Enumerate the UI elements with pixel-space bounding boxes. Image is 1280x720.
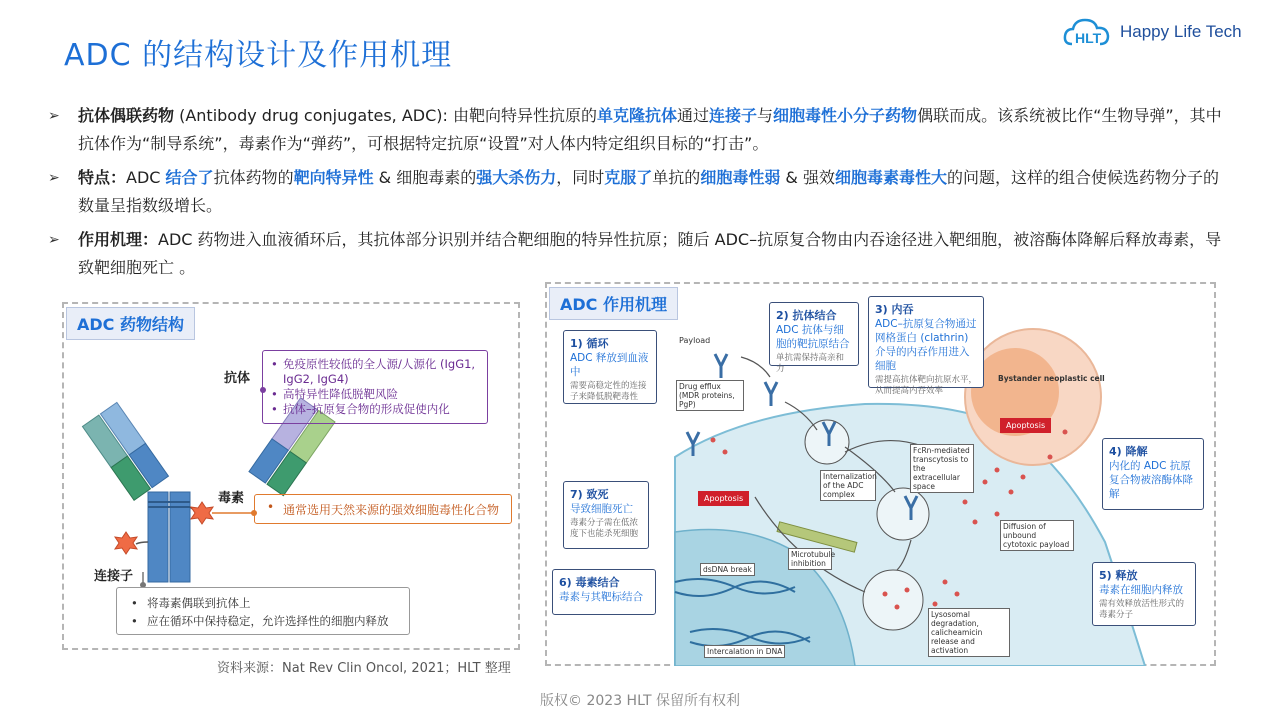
step-title: 5) 释放 — [1099, 569, 1138, 582]
step-note: 需要高稳定性的连接子来降低脱靶毒性 — [570, 381, 647, 402]
text-run: 的问题，这样的组合使候选药物分子的数量呈指数级增长。 — [78, 168, 1220, 215]
company-logo — [1062, 16, 1242, 48]
step-note: 单抗需保持高亲和力 — [776, 353, 845, 374]
step-degradation — [1102, 438, 1204, 510]
highlight: 结合了 — [165, 168, 214, 187]
text-run: 偶联而成。该系统被比作“生物导弹”，其中抗体作为“制导系统”，毒素作为“弹药”，可根据特定抗原“设置”对人体内特定组织目标的“打击”。 — [78, 106, 1222, 153]
endosome — [805, 420, 849, 464]
highlight: 强大杀伤力 — [476, 168, 557, 187]
cloud-logo-icon — [1062, 16, 1112, 48]
step-title: 7) 致死 — [570, 488, 609, 501]
step-note: 需有效释放活性形式的毒素分子 — [1099, 599, 1185, 620]
antibody-point: • 免疫原性较低的全人源/人源化 (IgG1, IgG2, IgG4) — [283, 357, 479, 387]
logo-text: Happy Life Tech — [1120, 22, 1242, 41]
arrow-icon: ➢ — [48, 232, 60, 248]
text-run: 抗体药物的 — [213, 168, 294, 187]
linker-point: • 应在循环中保持稳定，允许选择性的细胞内释放 — [147, 612, 399, 630]
text-run: ADC — [126, 168, 166, 187]
fcrn-label: FcRn-mediated transcytosis to the extracellular space — [910, 444, 974, 493]
internalization-label: Internalization of the ADC complex — [820, 470, 876, 501]
step-binding — [769, 302, 859, 374]
text-run: ，同时 — [556, 168, 605, 187]
highlight: 细胞毒性弱 — [700, 168, 781, 187]
bullet-head: 抗体偶联药物 — [78, 106, 175, 125]
step-release — [1092, 562, 1196, 626]
text-run: 与 — [757, 106, 774, 125]
bullet-list — [48, 102, 1233, 288]
linker-label: 连接子 — [94, 569, 134, 584]
toxin-label: 毒素 — [218, 491, 245, 506]
step-title: 2) 抗体结合 — [776, 309, 837, 322]
lysosomal-label: Lysosomal degradation, calicheamicin release and activation — [928, 608, 1010, 657]
step-desc: 内化的 ADC 抗原复合物被溶酶体降解 — [1109, 460, 1193, 500]
step-title: 6) 毒素结合 — [559, 576, 620, 589]
step-desc: 导致细胞死亡 — [570, 503, 633, 515]
step-note: 需提高抗体靶向抗原水平，从而提高内吞效率 — [875, 375, 978, 396]
dsdna-label: dsDNA break — [700, 563, 755, 576]
step-note: 毒素分子需在低浓度下也能杀死细胞 — [570, 518, 639, 539]
endosome — [877, 488, 929, 540]
toxin-star-icon — [191, 502, 213, 524]
highlight: 细胞毒性小分子药物 — [773, 106, 918, 125]
text-run: & 强效 — [780, 168, 835, 187]
diffusion-label: Diffusion of unbound cytotoxic payload — [1000, 520, 1074, 551]
bullet-head: 作用机理： — [78, 230, 159, 249]
step-death — [563, 481, 649, 549]
drug-efflux-label: Drug efflux (MDR proteins, PgP) — [676, 380, 744, 411]
step-title: 4) 降解 — [1109, 445, 1148, 458]
intercalation-label: Intercalation in DNA — [704, 645, 785, 658]
antibody-callout — [262, 350, 488, 424]
toxin-callout: • 通常选用天然来源的强效细胞毒性化合物 — [254, 494, 512, 524]
bullet-features — [48, 164, 1233, 220]
step-desc: 毒素在细胞内释放 — [1099, 584, 1183, 596]
source-note: 资料来源：Nat Rev Clin Oncol, 2021；HLT 整理 — [217, 661, 511, 676]
toxin-star-icon — [115, 532, 137, 554]
antibody-point: • 抗体–抗原复合物的形成促使内化 — [283, 402, 479, 417]
text-run: 通过 — [677, 106, 710, 125]
highlight: 克服了 — [604, 168, 653, 187]
highlight: 单克隆抗体 — [596, 106, 677, 125]
apoptosis-badge-target: Apoptosis — [698, 491, 749, 506]
step-title: 3) 内吞 — [875, 303, 914, 316]
highlight: 细胞毒素毒性大 — [834, 168, 947, 187]
step-circulation — [563, 330, 657, 404]
text-run: & 细胞毒素的 — [373, 168, 477, 187]
antibody-point: • 高特异性降低脱靶风险 — [283, 387, 479, 402]
step-desc: ADC 抗体与细胞的靶抗原结合 — [776, 324, 850, 350]
step-desc: ADC–抗原复合物通过网格蛋白 (clathrin) 介导的内吞作用进入细胞 — [875, 318, 977, 372]
copyright-footer: 版权© 2023 HLT 保留所有权利 — [540, 693, 740, 709]
antibody-label: 抗体 — [224, 371, 251, 386]
bystander-label: Bystander neoplastic cell — [998, 374, 1105, 383]
linker-callout — [116, 587, 410, 635]
arrow-icon: ➢ — [48, 108, 60, 124]
mechanism-tag: ADC 作用机理 — [549, 287, 678, 320]
linker-point: • 将毒素偶联到抗体上 — [147, 594, 399, 612]
structure-tag: ADC 药物结构 — [66, 307, 195, 340]
text-run: (Antibody drug conjugates, ADC): 由靶向特异性抗原的 — [174, 106, 597, 125]
bullet-head: 特点： — [78, 168, 127, 187]
lysosome — [863, 570, 923, 630]
step-toxin-binding — [552, 569, 656, 615]
step-title: 1) 循环 — [570, 337, 609, 350]
step-desc: ADC 释放到血液中 — [570, 352, 649, 378]
highlight: 靶向特异性 — [293, 168, 374, 187]
apoptosis-badge-bystander: Apoptosis — [1000, 418, 1051, 433]
svg-text:HLT: HLT — [1075, 30, 1102, 46]
step-desc: 毒素与其靶标结合 — [559, 591, 643, 603]
text-run: ADC 药物进入血液循环后，其抗体部分识别并结合靶细胞的特异性抗原；随后 ADC–抗原复合物由内吞途径进入靶细胞，被溶酶体降解后释放毒素，导致靶细胞死亡 。 — [78, 230, 1222, 277]
text-run: 单抗的 — [652, 168, 701, 187]
highlight: 连接子 — [709, 106, 758, 125]
bullet-definition — [48, 102, 1233, 158]
page-title: ADC 的结构设计及作用机理 — [64, 38, 453, 73]
payload-label: Payload — [679, 336, 711, 345]
step-endocytosis — [868, 296, 984, 396]
bullet-mechanism — [48, 226, 1233, 282]
microtubule-label: Microtubule inhibition — [788, 548, 832, 570]
arrow-icon: ➢ — [48, 170, 60, 186]
